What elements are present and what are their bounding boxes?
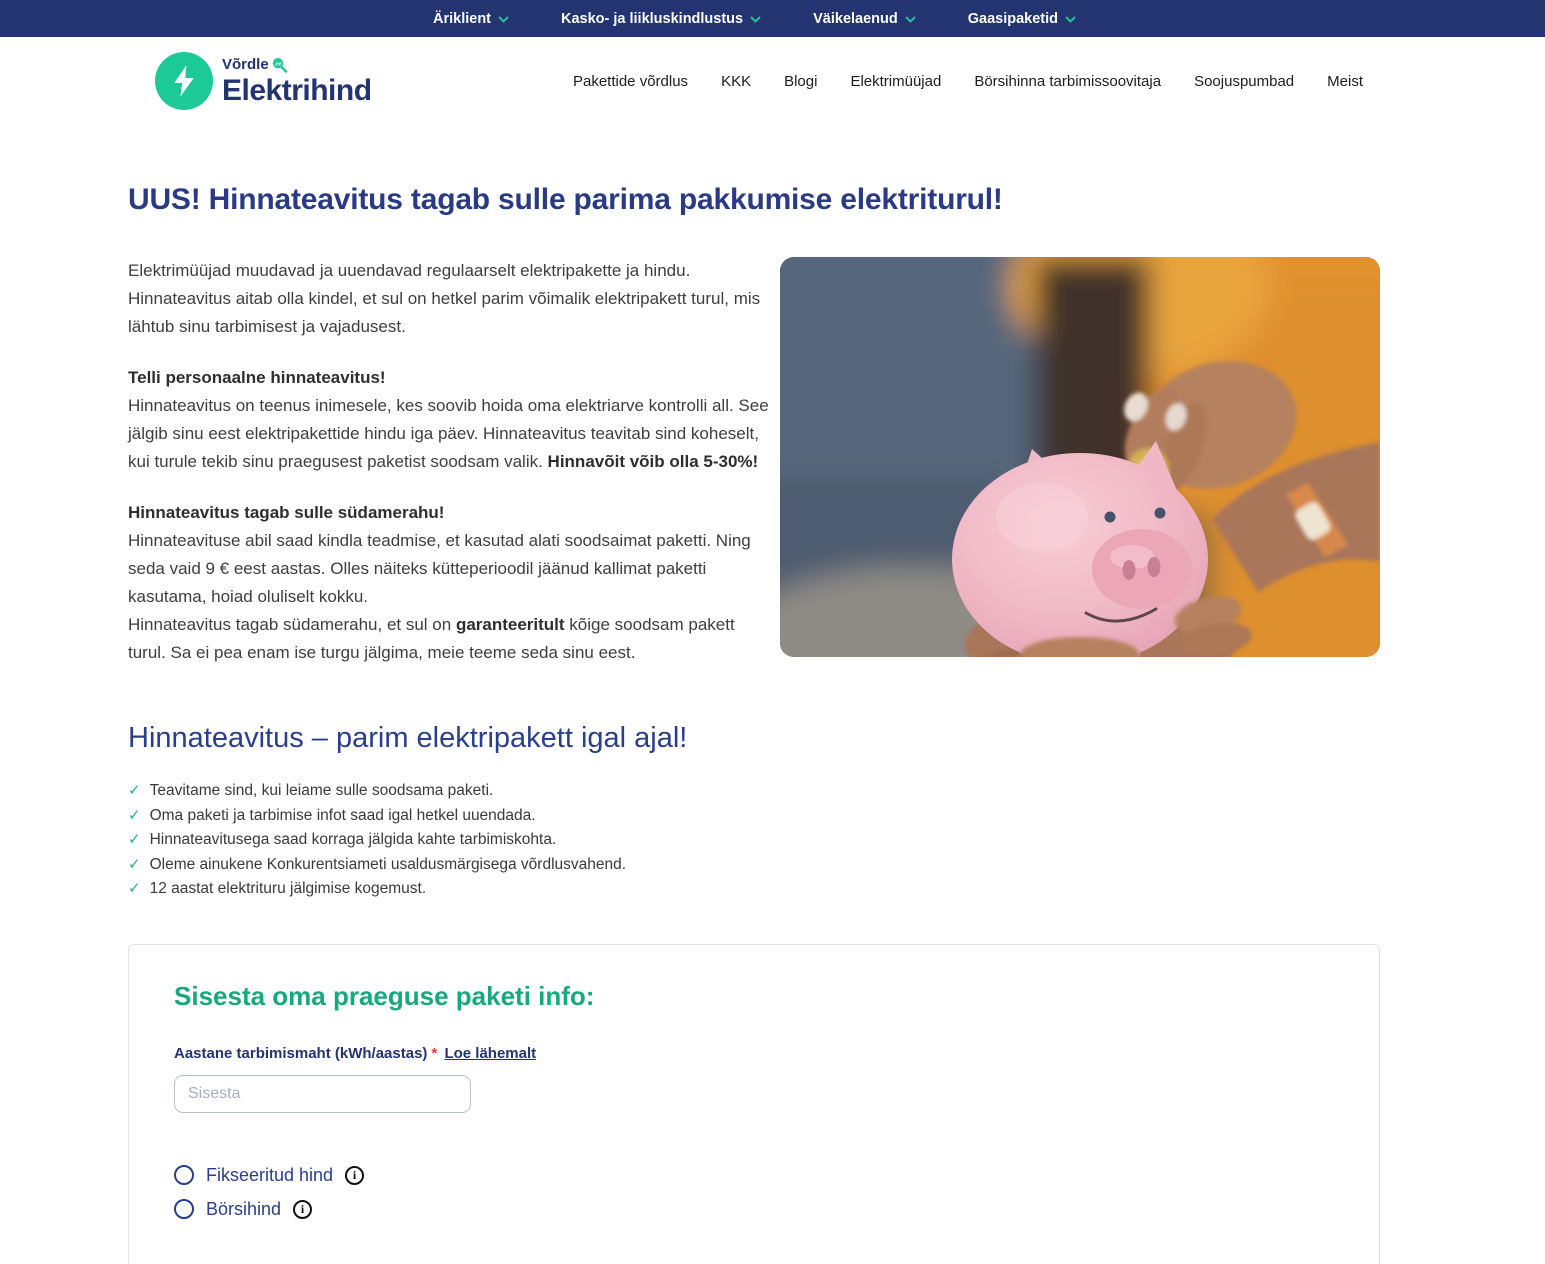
benefits-checklist — [128, 779, 1380, 902]
nav-item-blogi[interactable]: Blogi — [784, 72, 818, 90]
topbar-item-label: Gaasipaketid — [967, 10, 1058, 27]
chevron-down-icon — [498, 16, 509, 23]
loe-lahemalt-link[interactable]: Loe lähemalt — [444, 1044, 537, 1062]
price-type-radios — [174, 1165, 1334, 1220]
hero-row — [128, 257, 1380, 690]
radio-fikseeritud-hind[interactable] — [174, 1165, 1334, 1186]
topbar-item-ariklient[interactable] — [433, 11, 509, 27]
chevron-down-icon — [905, 16, 916, 23]
topbar-item-vaikelaenud[interactable] — [813, 11, 916, 27]
radio-circle-icon[interactable] — [174, 1199, 194, 1219]
logo-small-text: Võrdle — [222, 55, 269, 73]
checklist-text: 12 aastat elektrituru jälgimise kogemust. — [149, 880, 427, 897]
checklist-item — [128, 828, 1380, 853]
telli-text: Hinnateavitus on teenus inimesele, kes soovib hoida oma elektriarve kontrolli all. See jälgib sinu eest elektripakettide hindu iga päev. Hinnateavitus teavitab sind koheselt, kui turule tekib sinu praegusest paketist soodsam valik. Hinnavõit võib olla 5-30%! — [128, 396, 769, 471]
package-info-card — [128, 944, 1380, 1264]
hinnavoit-bold: Hinnavõit võib olla 5-30%! — [547, 452, 759, 471]
consumption-input[interactable] — [174, 1075, 471, 1113]
checklist-text: Teavitame sind, kui leiame sulle soodsama paketi. — [149, 782, 494, 799]
form-title: Sisesta oma praeguse paketi info: — [174, 980, 595, 1011]
topbar — [0, 0, 1545, 37]
piggy-bank-photo — [780, 257, 1380, 657]
main-nav — [573, 73, 1363, 90]
required-asterisk: * — [431, 1044, 438, 1062]
sudamerahu-paragraph — [128, 499, 772, 667]
sudamerahu-text-2: Hinnateavitus tagab südamerahu, et sul on garanteeritult kõige soodsam pakett turul. Sa ei pea enam ise turgu jälgima, meie teeme seda sinu eest. — [128, 615, 735, 662]
radio-label: Fikseeritud hind — [206, 1164, 334, 1185]
check-icon: ✓ — [128, 782, 141, 799]
nav-item-pakettide-vordlus[interactable]: Pakettide võrdlus — [572, 72, 689, 90]
header — [0, 37, 1545, 125]
info-icon[interactable]: i — [293, 1200, 312, 1219]
page-title: UUS! Hinnateavitus tagab sulle parima pakkumise elektriturul! — [128, 183, 1003, 216]
check-icon: ✓ — [128, 855, 141, 873]
checklist-text: Hinnateavitusega saad korraga jälgida kahte tarbimiskohta. — [149, 831, 557, 848]
checklist-item — [128, 853, 1380, 878]
main-content — [128, 183, 1380, 1264]
check-icon: ✓ — [128, 806, 141, 824]
topbar-item-kasko[interactable] — [561, 11, 761, 27]
checklist-item — [128, 804, 1380, 829]
checklist-item — [128, 877, 1380, 902]
logo-text — [222, 57, 372, 106]
chevron-down-icon — [1065, 16, 1076, 23]
telli-lead: Telli personaalne hinnateavitus! — [128, 368, 386, 387]
garanteeritult-bold: garanteeritult — [455, 615, 565, 634]
consumption-field-label — [174, 1045, 1334, 1062]
topbar-item-label: Äriklient — [432, 10, 491, 27]
logo-big-text: Elektrihind — [222, 73, 372, 107]
nav-item-soojuspumbad[interactable]: Soojuspumbad — [1194, 72, 1295, 90]
section-title: Hinnateavitus – parim elektripakett igal ajal! — [128, 722, 688, 754]
radio-label: Börsihind — [206, 1198, 282, 1219]
nav-item-elektrimuujad[interactable]: Elektrimüüjad — [850, 72, 942, 90]
sudamerahu-text-1: Hinnateavituse abil saad kindla teadmise, et kasutad alati soodsaimat paketti. Ning seda vaid 9 € eest aastas. Olles näiteks kütteperioodil jäänud kallimat paketti kasutama, hoiad oluliselt kokku. — [128, 531, 751, 606]
sudamerahu-lead: Hinnateavitus tagab sulle südamerahu! — [128, 503, 445, 522]
telli-paragraph — [128, 364, 772, 476]
nav-item-kkk[interactable]: KKK — [721, 72, 752, 90]
lightning-bolt-icon — [155, 52, 213, 110]
checklist-text: Oma paketi ja tarbimise infot saad igal hetkel uuendada. — [149, 806, 536, 824]
radio-borsihind[interactable] — [174, 1199, 1334, 1220]
logo[interactable] — [155, 52, 372, 110]
info-icon[interactable]: i — [345, 1166, 364, 1185]
nav-item-borsihinna-tarbimissoovitaja[interactable]: Börsihinna tarbimissoovitaja — [974, 72, 1162, 90]
topbar-item-gaasipaketid[interactable] — [968, 11, 1076, 27]
consumption-label-text: Aastane tarbimismaht (kWh/aastas) — [174, 1044, 428, 1062]
checklist-text: Oleme ainukene Konkurentsiameti usaldusmärgisega võrdlusvahend. — [149, 855, 627, 873]
radio-circle-icon[interactable] — [174, 1165, 194, 1185]
check-icon: ✓ — [128, 880, 141, 897]
intro-paragraph — [128, 257, 772, 341]
check-icon: ✓ — [128, 831, 141, 848]
checklist-item — [128, 779, 1380, 804]
intro-text: Elektrimüüjad muudavad ja uuendavad regulaarselt elektripakette ja hindu. Hinnateavitus aitab olla kindel, et sul on hetkel parim võimalik elektripakett turul, mis lähtub sinu tarbimisest ja vajadusest. — [128, 261, 761, 336]
chevron-down-icon — [750, 16, 761, 23]
svg-text:.ee: .ee — [274, 60, 282, 67]
topbar-item-label: Väikelaenud — [813, 10, 898, 27]
nav-item-meist[interactable]: Meist — [1327, 72, 1363, 90]
topbar-item-label: Kasko- ja liikluskindlustus — [561, 10, 744, 27]
topbar-nav — [433, 11, 1076, 27]
hero-text — [128, 257, 772, 690]
magnifier-icon — [271, 57, 288, 74]
